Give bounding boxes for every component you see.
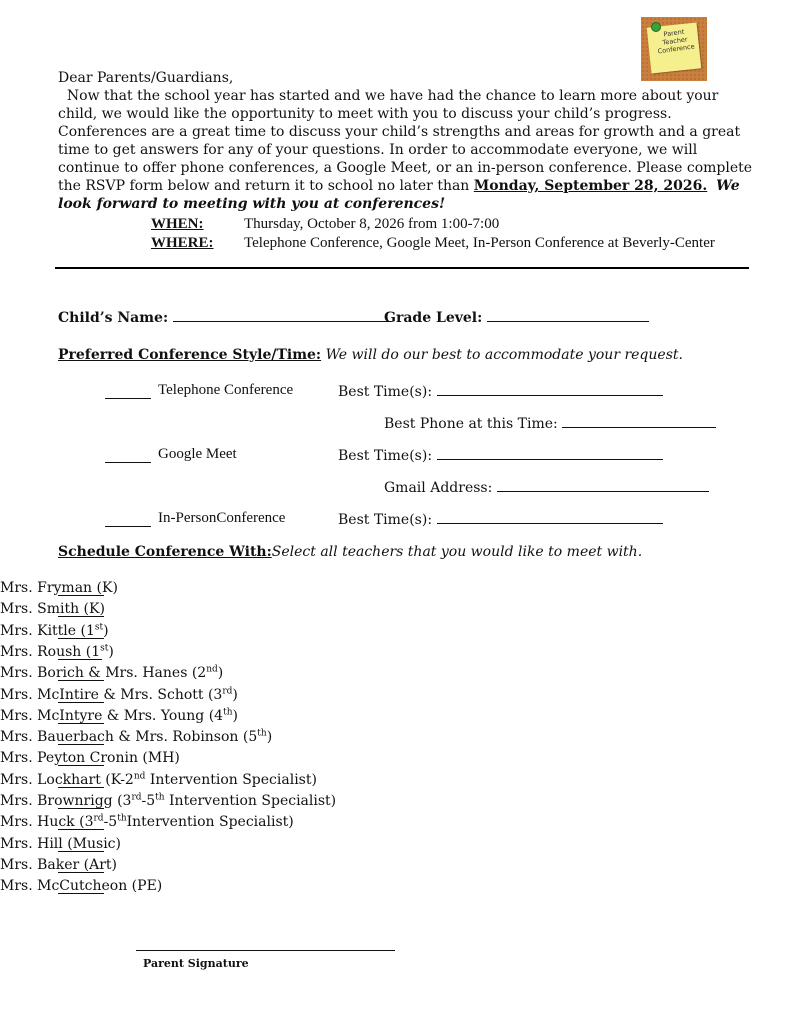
in-person-best-time-field[interactable] [437, 511, 663, 524]
teacher-name [0, 749, 180, 767]
preferred-note: We will do our best to accommodate your request. [325, 347, 683, 363]
teacher-name-part: th [257, 728, 267, 739]
teacher-name [0, 835, 121, 853]
google-meet-checkbox[interactable] [105, 450, 151, 463]
option-google-meet-label: Google Meet [158, 446, 237, 462]
section-divider [55, 267, 749, 269]
grade-level-row [384, 309, 649, 327]
teacher-name-part: nd [206, 664, 218, 675]
teacher-name-part: nd [133, 771, 146, 782]
child-name-label: Child’s Name: [58, 310, 169, 326]
teacher-name-part: th [155, 792, 165, 803]
teacher-name-part: ) [103, 623, 109, 639]
teacher-name-part: Mrs. Huck (3 [0, 814, 94, 830]
teacher-name-part: Intervention Specialist) [126, 814, 294, 830]
teacher-name-part: ) [266, 729, 273, 745]
schedule-heading: Schedule Conference With: [58, 544, 272, 560]
teacher-name-part: Mrs. Kittle (1 [0, 623, 95, 639]
signature-label: Parent Signature [143, 957, 249, 970]
teacher-name-part: Mrs. Smith (K) [0, 601, 105, 617]
schedule-note: Select all teachers that you would like to meet with. [271, 544, 643, 560]
when-value: Thursday, October 8, 2026 from 1:00-7:00 [244, 216, 500, 232]
when-label: WHEN: [151, 216, 204, 232]
teacher-name-part: Mrs. McIntyre & Mrs. Young (4 [0, 708, 224, 724]
preferred-heading: Preferred Conference Style/Time: [58, 347, 322, 363]
telephone-best-time-label: Best Time(s): [338, 384, 433, 400]
teacher-name [0, 813, 294, 831]
teacher-name-part: Mrs. Hill (Music) [0, 836, 121, 852]
teacher-name-part: ) [232, 687, 238, 703]
telephone-best-time-row [338, 383, 663, 401]
letter [58, 69, 758, 213]
letter-paragraph [58, 87, 758, 213]
logo-text: Parent Teacher Conference [657, 27, 696, 56]
where-label: WHERE: [151, 235, 214, 251]
best-phone-label: Best Phone at this Time: [384, 416, 558, 432]
rsvp-deadline: Monday, September 28, 2026. [473, 178, 708, 194]
google-meet-best-time-label: Best Time(s): [338, 448, 433, 464]
gmail-row [384, 479, 709, 497]
teacher-name-part: Mrs. Borich & Mrs. Hanes (2 [0, 665, 207, 681]
teacher-name [0, 664, 223, 682]
teacher-name [0, 643, 114, 661]
teacher-name-part: rd [131, 792, 142, 803]
teacher-name-part: th [117, 813, 127, 824]
teacher-name-part: rd [93, 813, 104, 824]
grade-level-field[interactable] [487, 309, 649, 322]
teacher-name [0, 771, 317, 789]
teacher-name-part: Mrs. Fryman (K) [0, 580, 118, 596]
teacher-name-part: rd [222, 686, 233, 697]
in-person-checkbox[interactable] [105, 514, 151, 527]
signature-line[interactable] [136, 950, 395, 951]
teacher-name-part: -5 [141, 793, 156, 809]
teacher-name-part: st [100, 643, 109, 654]
teacher-name-part: st [94, 622, 104, 633]
option-in-person-label: In-PersonConference [158, 510, 286, 526]
telephone-checkbox[interactable] [105, 386, 151, 399]
in-person-best-time-label: Best Time(s): [338, 512, 433, 528]
teacher-name [0, 600, 105, 618]
child-name-field[interactable] [173, 309, 391, 322]
teacher-name [0, 856, 117, 874]
teacher-name [0, 792, 336, 810]
teacher-name-part: Mrs. Roush (1 [0, 644, 101, 660]
schedule-heading-row [58, 543, 642, 561]
teacher-name-part: Mrs. Baker (Art) [0, 857, 118, 873]
telephone-best-time-field[interactable] [437, 383, 663, 396]
preferred-heading-row [58, 346, 683, 364]
teacher-name-part: ) [217, 665, 224, 681]
teacher-name-part: Mrs. Bauerbach & Mrs. Robinson (5 [0, 729, 258, 745]
teacher-name-part: Mrs. Brownrigg (3 [0, 793, 132, 809]
teacher-name [0, 686, 238, 704]
teacher-name-part: ) [232, 708, 238, 724]
teacher-name-part: Mrs. McIntire & Mrs. Schott (3 [0, 687, 223, 703]
teacher-name-part: Mrs. Lockhart (K-2 [0, 772, 134, 788]
teacher-name [0, 579, 118, 597]
teacher-name-part: th [223, 707, 233, 718]
teacher-name-part: Intervention Specialist) [145, 772, 317, 788]
teacher-name-part: Intervention Specialist) [164, 793, 337, 809]
google-meet-best-time-field[interactable] [437, 447, 663, 460]
letter-closing: We look forward to meeting with you at conferences! [58, 178, 740, 212]
salutation: Dear Parents/Guardians, [58, 70, 234, 86]
teacher-name-part: Mrs. McCutcheon (PE) [0, 878, 163, 894]
where-value: Telephone Conference, Google Meet, In-Person Conference at Beverly-Center [244, 235, 715, 251]
teacher-name [0, 707, 238, 725]
teacher-name-part: -5 [103, 814, 118, 830]
teacher-name [0, 728, 272, 746]
gmail-label: Gmail Address: [384, 480, 493, 496]
grade-level-label: Grade Level: [384, 310, 483, 326]
teacher-name [0, 622, 109, 640]
option-telephone-label: Telephone Conference [158, 382, 294, 398]
in-person-best-time-row [338, 511, 663, 529]
teacher-name-part: Mrs. Peyton Cronin (MH) [0, 750, 180, 766]
teacher-name [0, 877, 162, 895]
best-phone-field[interactable] [562, 415, 716, 428]
best-phone-row [384, 415, 716, 433]
google-meet-best-time-row [338, 447, 663, 465]
child-name-row [58, 309, 391, 327]
gmail-field[interactable] [497, 479, 709, 492]
teacher-name-part: ) [108, 644, 114, 660]
letter-body: Now that the school year has started and we have had the chance to learn more about your child, we would like the opportunity to meet with you to discuss your child’s progress. Conferences are a great time to discuss your child’s strengths and areas for growth and a great time to get answers for any of your questions. In order to accommodate everyone, we will continue to offer phone conferences, a Google Meet, or an in-person conference. Please complete the RSVP form below and return it to school no later than [58, 88, 753, 194]
